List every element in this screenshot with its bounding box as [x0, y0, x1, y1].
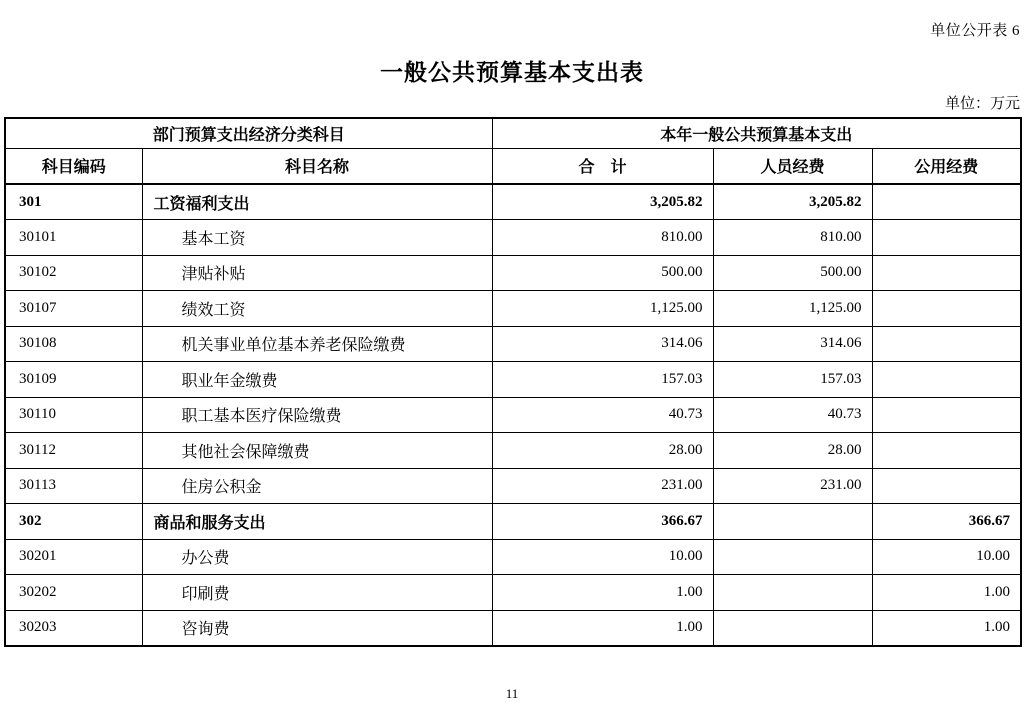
table-row	[5, 539, 1021, 575]
row-name: 津贴补贴	[142, 255, 492, 291]
row-personnel: 40.73	[713, 397, 872, 433]
row-public	[872, 255, 1021, 291]
row-name: 住房公积金	[142, 468, 492, 504]
unit-note: 单位：万元	[944, 96, 1020, 112]
table-row	[5, 433, 1021, 469]
row-code: 30107	[5, 291, 142, 327]
row-total: 1.00	[492, 610, 713, 646]
row-public: 10.00	[872, 539, 1021, 575]
header-columns-row	[5, 148, 1021, 184]
row-code: 30112	[5, 433, 142, 469]
table-row	[5, 291, 1021, 327]
row-personnel: 3,205.82	[713, 184, 872, 220]
row-name: 工资福利支出	[142, 184, 492, 220]
row-public	[872, 220, 1021, 256]
table-row	[5, 220, 1021, 256]
row-name: 印刷费	[142, 575, 492, 611]
row-total: 28.00	[492, 433, 713, 469]
row-name: 职业年金缴费	[142, 362, 492, 398]
page-number: 11	[505, 686, 519, 701]
table-row	[5, 610, 1021, 646]
row-personnel: 314.06	[713, 326, 872, 362]
page-title: 一般公共预算基本支出表	[380, 59, 644, 85]
header-col-code: 科目编码	[5, 148, 142, 184]
row-total: 3,205.82	[492, 184, 713, 220]
row-total: 366.67	[492, 504, 713, 540]
row-public: 1.00	[872, 575, 1021, 611]
row-total: 1.00	[492, 575, 713, 611]
table-row	[5, 575, 1021, 611]
row-code: 30101	[5, 220, 142, 256]
row-personnel: 157.03	[713, 362, 872, 398]
row-public	[872, 326, 1021, 362]
row-personnel: 810.00	[713, 220, 872, 256]
row-code: 301	[5, 184, 142, 220]
row-name: 职工基本医疗保险缴费	[142, 397, 492, 433]
row-name: 绩效工资	[142, 291, 492, 327]
row-public	[872, 433, 1021, 469]
row-total: 500.00	[492, 255, 713, 291]
row-code: 302	[5, 504, 142, 540]
table-row	[5, 184, 1021, 220]
row-total: 1,125.00	[492, 291, 713, 327]
row-public	[872, 184, 1021, 220]
table-row	[5, 326, 1021, 362]
budget-table	[4, 117, 1022, 647]
header-col-public: 公用经费	[872, 148, 1021, 184]
row-code: 30202	[5, 575, 142, 611]
header-col-personnel: 人员经费	[713, 148, 872, 184]
row-total: 157.03	[492, 362, 713, 398]
row-code: 30109	[5, 362, 142, 398]
row-public	[872, 362, 1021, 398]
row-total: 314.06	[492, 326, 713, 362]
header-group-row	[5, 118, 1021, 148]
header-left-group: 部门预算支出经济分类科目	[5, 118, 492, 148]
row-code: 30110	[5, 397, 142, 433]
table-row	[5, 468, 1021, 504]
row-total: 10.00	[492, 539, 713, 575]
row-personnel: 28.00	[713, 433, 872, 469]
row-name: 基本工资	[142, 220, 492, 256]
header-col-total: 合 计	[492, 148, 713, 184]
header-right-group: 本年一般公共预算基本支出	[492, 118, 1021, 148]
row-name: 办公费	[142, 539, 492, 575]
row-public	[872, 397, 1021, 433]
row-personnel: 1,125.00	[713, 291, 872, 327]
row-code: 30108	[5, 326, 142, 362]
row-name: 机关事业单位基本养老保险缴费	[142, 326, 492, 362]
row-public	[872, 468, 1021, 504]
row-total: 231.00	[492, 468, 713, 504]
row-personnel	[713, 504, 872, 540]
row-name: 商品和服务支出	[142, 504, 492, 540]
row-personnel	[713, 575, 872, 611]
row-personnel	[713, 610, 872, 646]
row-personnel: 500.00	[713, 255, 872, 291]
row-code: 30113	[5, 468, 142, 504]
row-total: 810.00	[492, 220, 713, 256]
header-col-name: 科目名称	[142, 148, 492, 184]
row-name: 咨询费	[142, 610, 492, 646]
table-row	[5, 504, 1021, 540]
table-header	[5, 118, 1021, 184]
row-public: 366.67	[872, 504, 1021, 540]
doc-label: 单位公开表 6	[930, 23, 1020, 39]
table-row	[5, 397, 1021, 433]
row-total: 40.73	[492, 397, 713, 433]
row-code: 30203	[5, 610, 142, 646]
row-name: 其他社会保障缴费	[142, 433, 492, 469]
row-personnel: 231.00	[713, 468, 872, 504]
row-personnel	[713, 539, 872, 575]
table-body	[5, 184, 1021, 646]
table-row	[5, 255, 1021, 291]
row-code: 30201	[5, 539, 142, 575]
row-public: 1.00	[872, 610, 1021, 646]
row-code: 30102	[5, 255, 142, 291]
row-public	[872, 291, 1021, 327]
table-row	[5, 362, 1021, 398]
